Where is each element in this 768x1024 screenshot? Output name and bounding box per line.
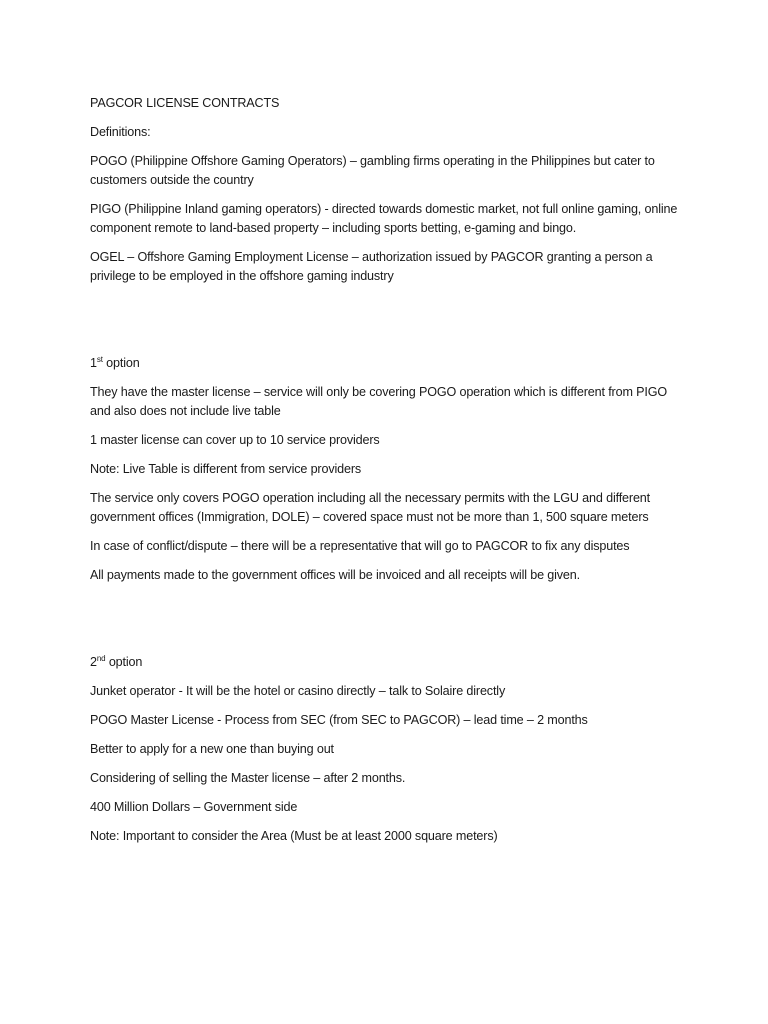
option-1-label: option <box>102 356 140 370</box>
option-2-item: Note: Important to consider the Area (Must be at least 2000 square meters) <box>90 829 498 843</box>
option-2-item: Junket operator - It will be the hotel or casino directly – talk to Solaire directly <box>90 684 506 698</box>
option-1-item: 1 master license can cover up to 10 service providers <box>90 433 380 447</box>
option-1-number: 1 <box>90 356 97 370</box>
option-1-item: Note: Live Table is different from service providers <box>90 462 362 476</box>
option-1-suffix: st <box>96 354 103 364</box>
section-spacer <box>90 296 690 354</box>
option-2-suffix: nd <box>96 653 106 663</box>
option-1-item: The service only covers POGO operation including all the necessary permits with the LGU and different government offices (Immigration, DOLE) – covered space must not be more than 1, 500 square meters <box>90 491 651 524</box>
definitions-heading: Definitions: <box>90 125 151 139</box>
section-spacer <box>90 595 690 653</box>
option-1-item: All payments made to the government offices will be invoiced and all receipts will be given. <box>90 568 580 582</box>
definition-ogel: OGEL – Offshore Gaming Employment License – authorization issued by PAGCOR granting a person a privilege to be employed in the offshore gaming industry <box>90 250 653 283</box>
document-title: PAGCOR LICENSE CONTRACTS <box>90 96 280 110</box>
option-2-item: 400 Million Dollars – Government side <box>90 800 298 814</box>
option-2-number: 2 <box>90 655 97 669</box>
option-2-heading <box>90 653 690 672</box>
option-1-item: In case of conflict/dispute – there will be a representative that will go to PAGCOR to fix any disputes <box>90 539 630 553</box>
document-page <box>90 94 690 856</box>
definition-pigo: PIGO (Philippine Inland gaming operators) - directed towards domestic market, not full online gaming, online component remote to land-based property – including sports betting, e-gaming and bingo. <box>90 202 678 235</box>
definition-pogo: POGO (Philippine Offshore Gaming Operators) – gambling firms operating in the Philippines but cater to customers outside the country <box>90 154 655 187</box>
option-1-item: They have the master license – service will only be covering POGO operation which is different from PIGO and also does not include live table <box>90 385 668 418</box>
option-2-item: Better to apply for a new one than buying out <box>90 742 334 756</box>
option-2-item: POGO Master License - Process from SEC (from SEC to PAGCOR) – lead time – 2 months <box>90 713 588 727</box>
option-2-label: option <box>105 655 143 669</box>
option-2-item: Considering of selling the Master license – after 2 months. <box>90 771 406 785</box>
option-1-heading <box>90 354 690 373</box>
